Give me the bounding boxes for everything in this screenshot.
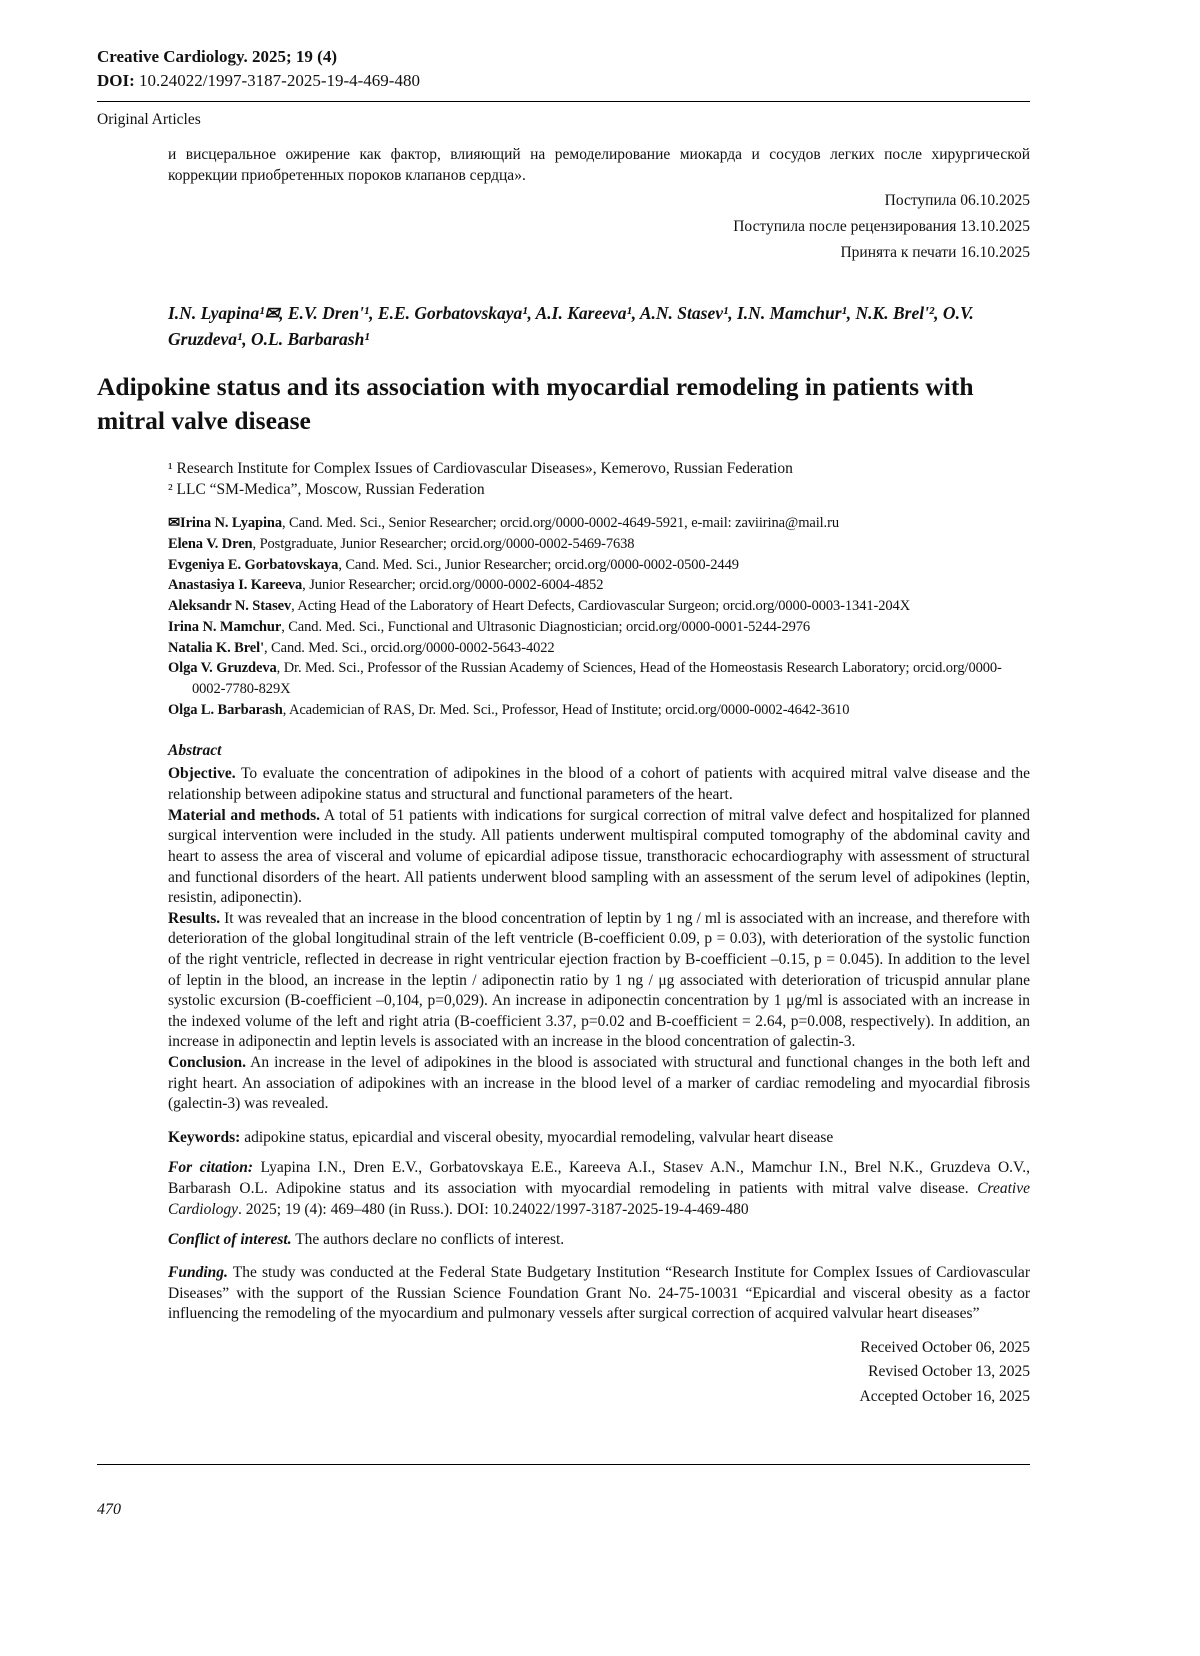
paragraph-text: It was revealed that an increase in the blood concentration of leptin by 1 ng / ml is associated with an increase, and therefore with deterioration of the global longitudinal strain of the left ventricle (B-coefficient 0.09, p = 0.03), with deterioration of the systolic function of the right ventricle, reflected in decrease in right ventricular ejection fraction by B-coefficient –0.15, p = 0.045). In addition to the level of leptin in the blood, an increase in the leptin / adiponectin ratio by 1 ng / μg associated with deterioration of tricuspid annular plane systolic excursion (B-coefficient –0,104, p=0,029). An increase in adiponectin concentration by 1 μg/ml is associated with an increase in the indexed volume of the left and right atria (B-coefficient 3.37, p=0.02 and B-coefficient = 2.64, p=0.008, respectively). In addition, an increase in adiponectin and leptin levels is associated with an increase in the blood concentration of galectin-3. — [168, 909, 1030, 1051]
contributor-line — [168, 575, 1030, 596]
doi-value: 10.24022/1997-3187-2025-19-4-469-480 — [139, 71, 420, 91]
contributor-details: , Dr. Med. Sci., Professor of the Russian Academy of Sciences, Head of the Homeostasis Research Laboratory; orcid.org/0000-0002-7780-829X — [192, 660, 1002, 698]
affiliation: ² LLC “SM-Medica”, Moscow, Russian Federation — [168, 481, 485, 499]
contributor-name: ✉Irina N. Lyapina — [168, 515, 282, 532]
received-date: Revised October 13, 2025 — [868, 1363, 1030, 1381]
conflict-text: The authors declare no conflicts of interest. — [295, 1231, 565, 1249]
contributor-name: Olga L. Barbarash — [168, 701, 283, 718]
contributor-details: , Cand. Med. Sci., Senior Researcher; orcid.org/0000-0002-4649-5921, e-mail: zaviirina@mail.ru — [282, 515, 839, 532]
contributor-line — [168, 596, 1030, 617]
received-date: Accepted October 16, 2025 — [859, 1387, 1030, 1405]
submission-date: Поступила 06.10.2025 — [884, 192, 1030, 210]
doi-line — [97, 70, 1030, 92]
conflict-line — [168, 1230, 1030, 1251]
received-date: Received October 06, 2025 — [860, 1338, 1030, 1356]
page-header — [97, 46, 1030, 129]
contributor-details: , Cand. Med. Sci., orcid.org/0000-0002-5643-4022 — [264, 639, 555, 656]
citation-label: For citation: — [168, 1159, 253, 1177]
paragraph-text: To evaluate the concentration of adipokines in the blood of a cohort of patients with acquired mitral valve disease and the relationship between adipokine status and structural and functional parameters of the heart. — [168, 765, 1030, 804]
contributor-name: Elena V. Dren — [168, 535, 253, 552]
page-number: 470 — [97, 1501, 121, 1518]
keywords-label: Keywords: — [168, 1128, 241, 1146]
authors-line: I.N. Lyapina¹✉, E.V. Dren'¹, E.E. Gorbatovskaya¹, A.I. Kareeva¹, A.N. Stasev¹, I.N. Mamchur¹, N.K. Brel'², O.V. Gruzdeva¹, O.L. Barbarash¹ — [168, 303, 974, 349]
contributors-list — [168, 513, 1030, 720]
contributor-name: Evgeniya E. Gorbatovskaya — [168, 556, 339, 573]
contributor-name: Anastasiya I. Kareeva — [168, 577, 303, 594]
received-dates — [97, 1338, 1030, 1408]
contributor-name: Aleksandr N. Stasev — [168, 598, 292, 615]
contributor-name: Irina N. Mamchur — [168, 618, 282, 635]
conflict-label: Conflict of interest. — [168, 1231, 292, 1249]
paragraph-label: Results. — [168, 909, 221, 927]
citation-text: Lyapina I.N., Dren E.V., Gorbatovskaya E.E., Kareeva A.I., Stasev A.N., Mamchur I.N., Brel N.K., Gruzdeva O.V., Barbarash O.L. Adipokine status and its association with myocardial remodeling in patients with mitral valve disease. — [168, 1159, 1030, 1198]
contributor-line — [168, 638, 1030, 659]
contributor-details: , Acting Head of the Laboratory of Heart Defects, Cardiovascular Surgeon; orcid.org/0000-0003-1341-204X — [291, 598, 911, 615]
funding-text: The study was conducted at the Federal State Budgetary Institution “Research Institute for Complex Issues of Cardiovascular Diseases” with the support of the Russian Science Foundation Grant No. 24-75-10031 “Epicardial and visceral obesity as a factor influencing the remodeling of the myocardium and pulmonary vessels after surgical correction of acquired valvular heart diseases” — [168, 1263, 1030, 1323]
citation-line — [168, 1158, 1030, 1220]
citation-journal: Creative Cardiology — [168, 1180, 1030, 1218]
abstract-objective — [168, 764, 1030, 805]
paragraph-label: Material and methods. — [168, 806, 320, 824]
header-rule — [97, 101, 1030, 102]
preamble-text: и висцеральное ожирение как фактор, влияющий на ремоделирование миокарда и сосудов легких после хирургической коррекции приобретенных пороков клапанов сердца». — [168, 146, 1030, 184]
article-title: Adipokine status and its association with myocardial remodeling in patients with mitral valve disease — [97, 371, 974, 435]
paragraph-text: A total of 51 patients with indications for surgical correction of mitral valve defect and hospitalized for planned surgical intervention were included in the study. All patients underwent multispiral computed tomography of the abdominal cavity and heart to assess the area of visceral and volume of epicardial adipose tissue, transthoracic echocardiography with assessment of structural and functional disorders of the heart. All patients underwent blood sampling with an assessment of the serum level of adipokines (leptin, resistin, adiponectin). — [168, 806, 1030, 907]
section-label: Original Articles — [97, 111, 201, 129]
abstract-heading: Abstract — [168, 742, 222, 760]
journal-title: Creative Cardiology. 2025; 19 (4) — [97, 47, 338, 66]
abstract-conclusion — [168, 1053, 1030, 1115]
contributor-line — [168, 617, 1030, 638]
submission-date: Принята к печати 16.10.2025 — [840, 243, 1030, 261]
page-footer — [97, 1464, 1030, 1519]
submission-dates — [97, 191, 1030, 263]
contributor-details: , Junior Researcher; orcid.org/0000-0002-6004-4852 — [302, 577, 604, 594]
contributor-details: , Cand. Med. Sci., Junior Researcher; orcid.org/0000-0002-0500-2449 — [338, 556, 739, 573]
affiliation: ¹ Research Institute for Complex Issues of Cardiovascular Diseases», Kemerovo, Russian Federation — [168, 460, 793, 478]
contributor-name: Olga V. Gruzdeva — [168, 660, 277, 677]
contributor-details: , Academician of RAS, Dr. Med. Sci., Professor, Head of Institute; orcid.org/0000-0002-4642-3610 — [282, 701, 850, 718]
paragraph-label: Conclusion. — [168, 1054, 246, 1072]
affiliations-list — [168, 459, 1030, 501]
paragraph-text: An increase in the level of adipokines in the blood is associated with structural and functional changes in the both left and right heart. An association of adipokines with an increase in the blood level of a marker of cardiac remodeling and myocardial fibrosis (galectin-3) was revealed. — [168, 1054, 1030, 1113]
contributor-line — [168, 534, 1030, 555]
contributor-details: , Postgraduate, Junior Researcher; orcid.org/0000-0002-5469-7638 — [252, 535, 635, 552]
abstract-body — [168, 764, 1030, 1114]
contributor-line — [168, 658, 1030, 699]
footer-rule — [97, 1464, 1030, 1465]
funding-line — [168, 1263, 1030, 1325]
contributor-details: , Cand. Med. Sci., Functional and Ultrasonic Diagnostician; orcid.org/0000-0001-5244-2976 — [281, 618, 811, 635]
citation-rest: . 2025; 19 (4): 469–480 (in Russ.). DOI: 10.24022/1997-3187-2025-19-4-469-480 — [238, 1200, 749, 1218]
contributor-name: Natalia K. Brel' — [168, 639, 264, 656]
contributor-line — [168, 700, 1030, 721]
contributor-line — [168, 555, 1030, 576]
paragraph-label: Objective. — [168, 765, 236, 783]
keywords-text: adipokine status, epicardial and visceral obesity, myocardial remodeling, valvular heart disease — [244, 1128, 834, 1146]
funding-label: Funding. — [168, 1263, 228, 1281]
abstract-results — [168, 909, 1030, 1053]
doi-label: DOI: — [97, 71, 135, 91]
abstract-methods — [168, 806, 1030, 909]
keywords-line — [168, 1128, 1030, 1149]
contributor-line — [168, 513, 1030, 534]
submission-date: Поступила после рецензирования 13.10.2025 — [733, 218, 1030, 236]
